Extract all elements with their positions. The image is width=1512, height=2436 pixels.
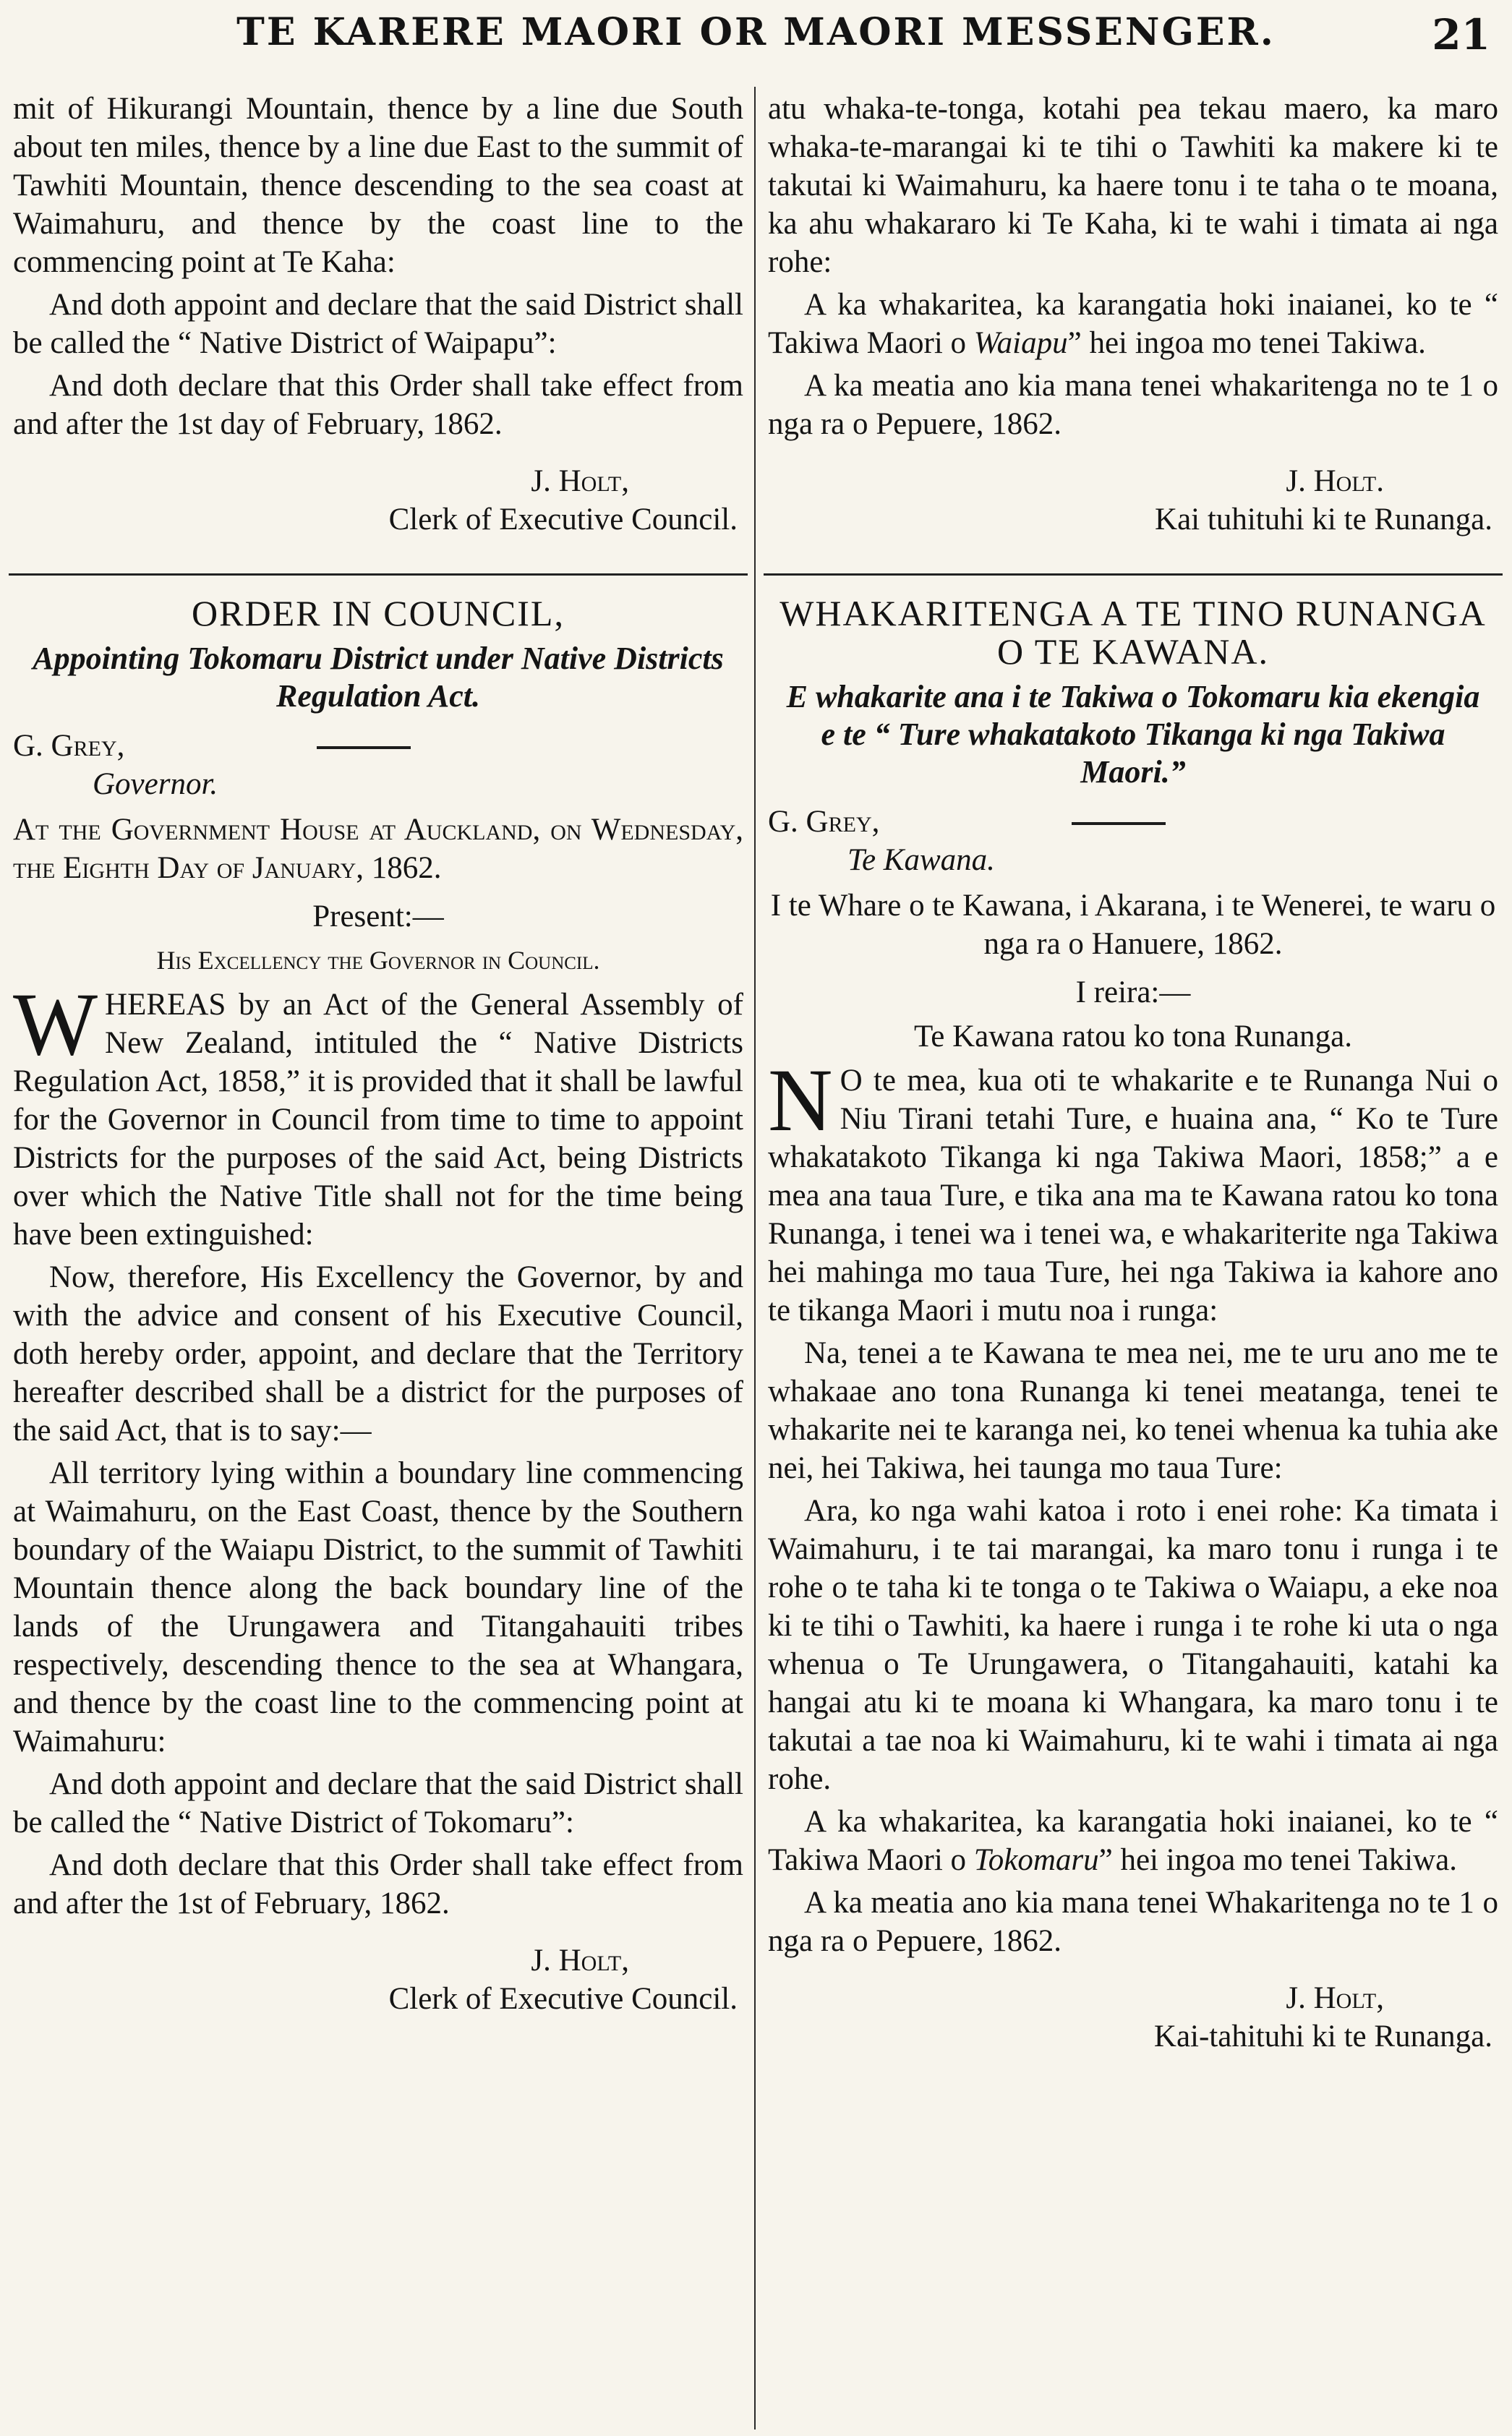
na-tenei-paragraph: Na, tenei a te Kawana te mea nei, me te uru ano me te whakaae ano tona Runanga ki tenei meatanga, tenei te whakarite nei te karanga nei, ko tenei whenua ka tuhia ake nei, hei Takiwa, hei taunga mo taua Ture:: [768, 1336, 1498, 1485]
appoint-tokomaru-paragraph: And doth appoint and declare that the said District shall be called the “ Native District of Tokomaru”:: [13, 1767, 743, 1839]
location-line: I te Whare o te Kawana, i Akarana, i te Wenerei, te waru o nga ra o Hanuere, 1862.: [770, 889, 1496, 961]
now-therefore-paragraph: Now, therefore, His Excellency the Governor, by and with the advice and consent of his Executive Council, doth hereby order, appoint, and declare that the Territory hereafter described shall be a district for the purposes of the said Act, that is to say:—: [13, 1260, 743, 1448]
location-line: At the Government House at Auckland, on Wednesday, the Eighth Day of January, 1862.: [13, 813, 743, 885]
present-line: I reira:—: [1075, 975, 1191, 1009]
final-paragraph: A ka meatia ano kia mana tenei Whakaritenga no te 1 o nga ra o Pepuere, 1862.: [768, 1886, 1498, 1958]
no-te-mea-paragraph: [768, 1051, 1498, 1330]
signature-title: Clerk of Executive Council.: [388, 1982, 738, 2016]
place-name: Tokomaru: [973, 1843, 1099, 1877]
takiwa-text-end: ” hei ingoa mo tenei Takiwa.: [1098, 1843, 1457, 1877]
signature-block: [768, 1979, 1492, 2056]
dropcap-n: N: [768, 1051, 833, 1150]
order-subheading: Appointing Tokomaru District under Native Districts Regulation Act.: [33, 641, 724, 714]
order-heading: ORDER IN COUNCIL,: [192, 593, 565, 633]
page-number: 21: [1432, 10, 1490, 59]
signature-title: Kai-tahituhi ki te Runanga.: [1153, 2020, 1492, 2053]
governor-title: Governor.: [93, 767, 218, 801]
governor-name: G. Grey,: [768, 805, 880, 839]
council-line: His Excellency the Governor in Council.: [156, 946, 600, 975]
present-line: Present:—: [312, 899, 444, 933]
signature-title: Clerk of Executive Council.: [388, 503, 738, 537]
governor-dash: [1072, 822, 1166, 825]
appoint-waiapu-paragraph: And doth appoint and declare that the said District shall be called the “ Native District of Waipapu”:: [13, 288, 743, 360]
left-column: [13, 90, 743, 2018]
section-rule: [764, 573, 1503, 576]
meatia-waiapu-paragraph: A ka meatia ano kia mana tenei whakaritenga no te 1 o nga ra o Pepuere, 1862.: [768, 369, 1498, 441]
effect-tokomaru-paragraph: And doth declare that this Order shall take effect from and after the 1st of February, 1862.: [13, 1848, 743, 1920]
effect-waiapu-paragraph: And doth declare that this Order shall take effect from and after the 1st day of February, 1862.: [13, 369, 743, 441]
council-line: Te Kawana ratou ko tona Runanga.: [914, 1020, 1352, 1054]
running-title: TE KARERE MAORI OR MAORI MESSENGER.: [236, 10, 1276, 54]
governor-dash: [317, 746, 411, 749]
signature-name: J. Holt,: [1286, 1981, 1384, 2015]
karanga-waiapu-paragraph: [768, 286, 1498, 362]
right-column: [768, 90, 1498, 2056]
signature-name: J. Holt.: [1286, 464, 1384, 498]
running-head: [0, 10, 1512, 75]
boundary-paragraph-maori: atu whaka-te-tonga, kotahi pea tekau maero, ka maro whaka-te-marangai ki te tihi o Tawhiti ka makere ki te takutai ki Waimahuru, ka haere tonu i te taha o te moana, ka ahu whakararo ki Te Kaha, ki te wahi i timata ai nga rohe:: [768, 92, 1498, 279]
governor-title: Te Kawana.: [847, 843, 995, 877]
whakaritenga-heading: WHAKARITENGA A TE TINO RUNANGA O TE KAWANA.: [780, 593, 1487, 672]
boundary-paragraph: mit of Hikurangi Mountain, thence by a line due South about ten miles, thence by a line due East to the summit of Tawhiti Mountain, thence descending to the sea coast at Waimahuru, and thence by the coast line to the commencing point at Te Kaha:: [13, 92, 743, 279]
signature-block: [13, 1941, 738, 2018]
governor-row: [13, 727, 743, 803]
dropcap-w: W: [13, 975, 98, 1074]
ara-paragraph: Ara, ko nga wahi katoa i roto i enei rohe: Ka timata i Waimahuru, i te tai marangai, ka maro tonu i runga i te rohe o te taha ki te tonga o te Takiwa o Waiapu, a eke noa ki te tihi o Tawhiti, ka haere i runga i te rohe ki uta o nga whenua o Te Urungawera, o Titangahauiti, katahi ka hangai atu ki te moana ki Whangara, ka maro tonu i te takutai a tae noa ki Waimahuru, ki te wahi i timata ai nga rohe.: [768, 1494, 1498, 1796]
section-rule: [9, 573, 748, 576]
karanga-text-end: ” hei ingoa mo tenei Takiwa.: [1067, 326, 1426, 360]
governor-name: G. Grey,: [13, 729, 125, 763]
signature-name: J. Holt,: [531, 464, 629, 498]
takiwa-tokomaru-paragraph: [768, 1803, 1498, 1879]
signature-block: [768, 462, 1492, 539]
takiwa-text: A ka whakaritea, ka karangatia hoki inaianei, ko te “ Takiwa Maori o: [768, 1805, 1498, 1877]
karanga-text: A ka whakaritea, ka karangatia hoki inaianei, ko te “ Takiwa Maori o: [768, 288, 1498, 360]
column-divider: [754, 87, 756, 2429]
governor-row: [768, 803, 1498, 879]
whakaritenga-subheading: E whakarite ana i te Takiwa o Tokomaru kia ekengia e te “ Ture whakatakoto Tikanga ki nga Takiwa Maori.”: [786, 679, 1480, 790]
whereas-paragraph: [13, 975, 743, 1254]
signature-title: Kai tuhituhi ki te Runanga.: [1155, 503, 1492, 537]
signature-block: [13, 462, 738, 539]
place-name: Waiapu: [973, 326, 1068, 360]
whereas-text: HEREAS by an Act of the General Assembly of New Zealand, intituled the “ Native Districts Regulation Act, 1858,” it is provided that it shall be lawful for the Governor in Council from time to time to appoint Districts for the purposes of the said Act, being Districts over which the Native Title shall not for the time being have been extinguished:: [13, 988, 743, 1252]
signature-name: J. Holt,: [531, 1944, 629, 1978]
no-te-mea-text: O te mea, kua oti te whakarite e te Runanga Nui o Niu Tirani tetahi Ture, e huaina ana, “ Ko te Ture whakatakoto Tikanga ki nga Takiwa Maori, 1858;” a e mea ana taua Ture, e tika ana ma te Kawana ratou ko tona Runanga, i tenei wa i tenei wa, e whakariterite nga Takiwa hei mahinga mo taua Ture, hei nga Takiwa ia kahore ano te tikanga Maori i mutu noa i runga:: [768, 1064, 1498, 1328]
territory-paragraph: All territory lying within a boundary line commencing at Waimahuru, on the East Coast, thence by the Southern boundary of the Waiapu District, to the summit of Tawhiti Mountain thence along the back boundary line of the lands of the Urungawera and Titangahauiti tribes respectively, descending thence to the sea at Whangara, and thence by the coast line to the commencing point at Waimahuru:: [13, 1456, 743, 1758]
